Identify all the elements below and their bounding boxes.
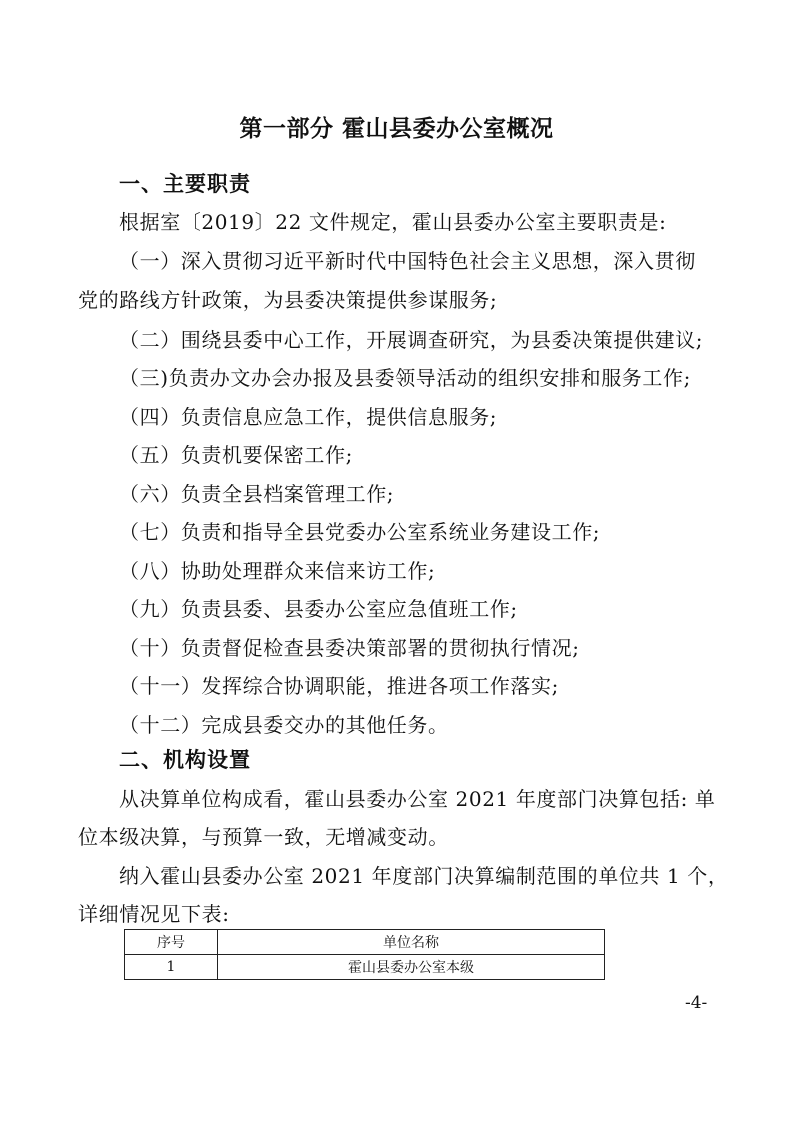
page-number: -4- xyxy=(685,993,708,1013)
header-seq: 序号 xyxy=(125,930,218,955)
duty-item-8: （八）协助处理群众来信来访工作; xyxy=(119,559,436,583)
cell-seq: 1 xyxy=(125,955,218,980)
duty-item-6: （六）负责全县档案管理工作; xyxy=(119,482,395,506)
duty-item-10: （十）负责督促检查县委决策部署的贯彻执行情况; xyxy=(119,636,580,660)
duty-item-4: （四）负责信息应急工作，提供信息服务; xyxy=(119,405,498,429)
duty-item-5: （五）负责机要保密工作; xyxy=(119,443,353,467)
organization-para2-line1: 纳入霍山县委办公室 2021 年度部门决算编制范围的单位共 1 个， xyxy=(119,864,729,888)
duty-item-1: （一）深入贯彻习近平新时代中国特色社会主义思想，深入贯彻 xyxy=(119,249,696,273)
duty-item-1-cont: 党的路线方针政策，为县委决策提供参谋服务; xyxy=(78,288,498,312)
section-heading-duties: 一、主要职责 xyxy=(119,172,251,196)
section-heading-organization: 二、机构设置 xyxy=(119,748,251,772)
organization-para2-line2: 详细情况见下表: xyxy=(78,902,230,926)
duty-item-3: （三)负责办文办会办报及县委领导活动的组织安排和服务工作; xyxy=(119,366,691,390)
unit-table xyxy=(124,929,605,980)
header-unit-name: 单位名称 xyxy=(218,930,605,955)
duty-item-12: （十二）完成县委交办的其他任务。 xyxy=(119,713,449,737)
table-row xyxy=(125,955,605,980)
page-title: 第一部分 霍山县委办公室概况 xyxy=(239,116,554,142)
duty-item-7: （七）负责和指导全县党委办公室系统业务建设工作; xyxy=(119,520,601,544)
duties-intro: 根据室〔2019〕22 文件规定，霍山县委办公室主要职责是: xyxy=(119,210,667,234)
organization-para1-line1: 从决算单位构成看，霍山县委办公室 2021 年度部门决算包括: 单 xyxy=(119,787,716,811)
organization-para1-line2: 位本级决算，与预算一致，无增减变动。 xyxy=(78,825,449,849)
duty-item-9: （九）负责县委、县委办公室应急值班工作; xyxy=(119,597,518,621)
duty-item-2: （二）围绕县委中心工作，开展调查研究，为县委决策提供建议; xyxy=(119,328,704,352)
duty-item-11: （十一）发挥综合协调职能，推进各项工作落实; xyxy=(119,674,559,698)
cell-unit-name: 霍山县委办公室本级 xyxy=(218,955,605,980)
table-header-row xyxy=(125,930,605,955)
